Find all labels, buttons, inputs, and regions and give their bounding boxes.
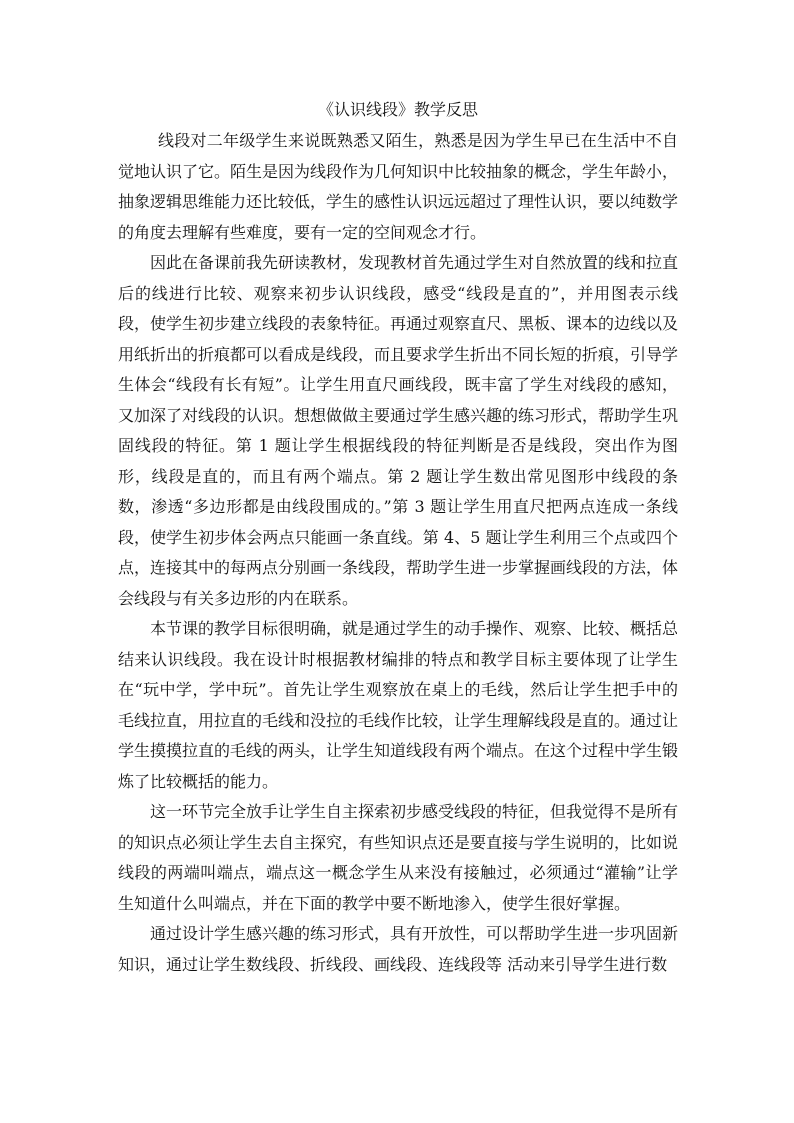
paragraph-5: 通过设计学生感兴趣的练习形式，具有开放性，可以帮助学生进一步巩固新知识，通过让学生数线段、折线段、画线段、连线段等 活动来引导学生进行数 xyxy=(118,924,679,974)
paragraph-1: 线段对二年级学生来说既熟悉又陌生，熟悉是因为学生早已在生活中不自觉地认识了它。陌生是因为线段作为几何知识中比较抽象的概念，学生年龄小，抽象逻辑思维能力还比较低，学生的感性认识远远超过了理性认识，要以纯数学的角度去理解有些难度，要有一定的空间观念才行。 xyxy=(118,131,679,242)
paragraph-3: 本节课的教学目标很明确，就是通过学生的动手操作、观察、比较、概括总结来认识线段。我在设计时根据教材编排的特点和教学目标主要体现了让学生在“玩中学，学中玩”。首先让学生观察放在桌上的毛线，然后让学生把手中的毛线拉直，用拉直的毛线和没拉的毛线作比较，让学生理解线段是直的。通过让学生摸摸拉直的毛线的两头，让学生知道线段有两个端点。在这个过程中学生锻炼了比较概括的能力。 xyxy=(118,619,679,791)
document-page xyxy=(118,96,678,980)
paragraph-2: 因此在备课前我先研读教材，发现教材首先通过学生对自然放置的线和拉直后的线进行比较、观察来初步认识线段，感受“线段是直的”，并用图表示线段，使学生初步建立线段的表象特征。再通过观察直尺、黑板、课本的边线以及用纸折出的折痕都可以看成是线段，而且要求学生折出不同长短的折痕，引导学生体会“线段有长有短”。让学生用直尺画线段，既丰富了学生对线段的感知，又加深了对线段的认识。想想做做主要通过学生感兴趣的练习形式，帮助学生巩固线段的特征。第 1 题让学生根据线段的特征判断是否是线段，突出作为图形，线段是直的，而且有两个端点。第 2 题让学生数出常见图形中线段的条数，渗透“多边形都是由线段围成的。”第 3 题让学生用直尺把两点连成一条线段，使学生初步体会两点只能画一条直线。第 4、5 题让学生利用三个点或四个点，连接其中的每两点分别画一条线段，帮助学生进一步掌握画线段的方法，体会线段与有关多边形的内在联系。 xyxy=(118,253,679,608)
paragraph-4: 这一环节完全放手让学生自主探索初步感受线段的特征，但我觉得不是所有的知识点必须让学生去自主探究，有些知识点还是要直接与学生说明的，比如说线段的两端叫端点，端点这一概念学生从来没有接触过，必须通过“灌输”让学生知道什么叫端点，并在下面的教学中要不断地渗入，使学生很好掌握。 xyxy=(118,802,679,913)
document-title: 《认识线段》教学反思 xyxy=(317,100,478,119)
